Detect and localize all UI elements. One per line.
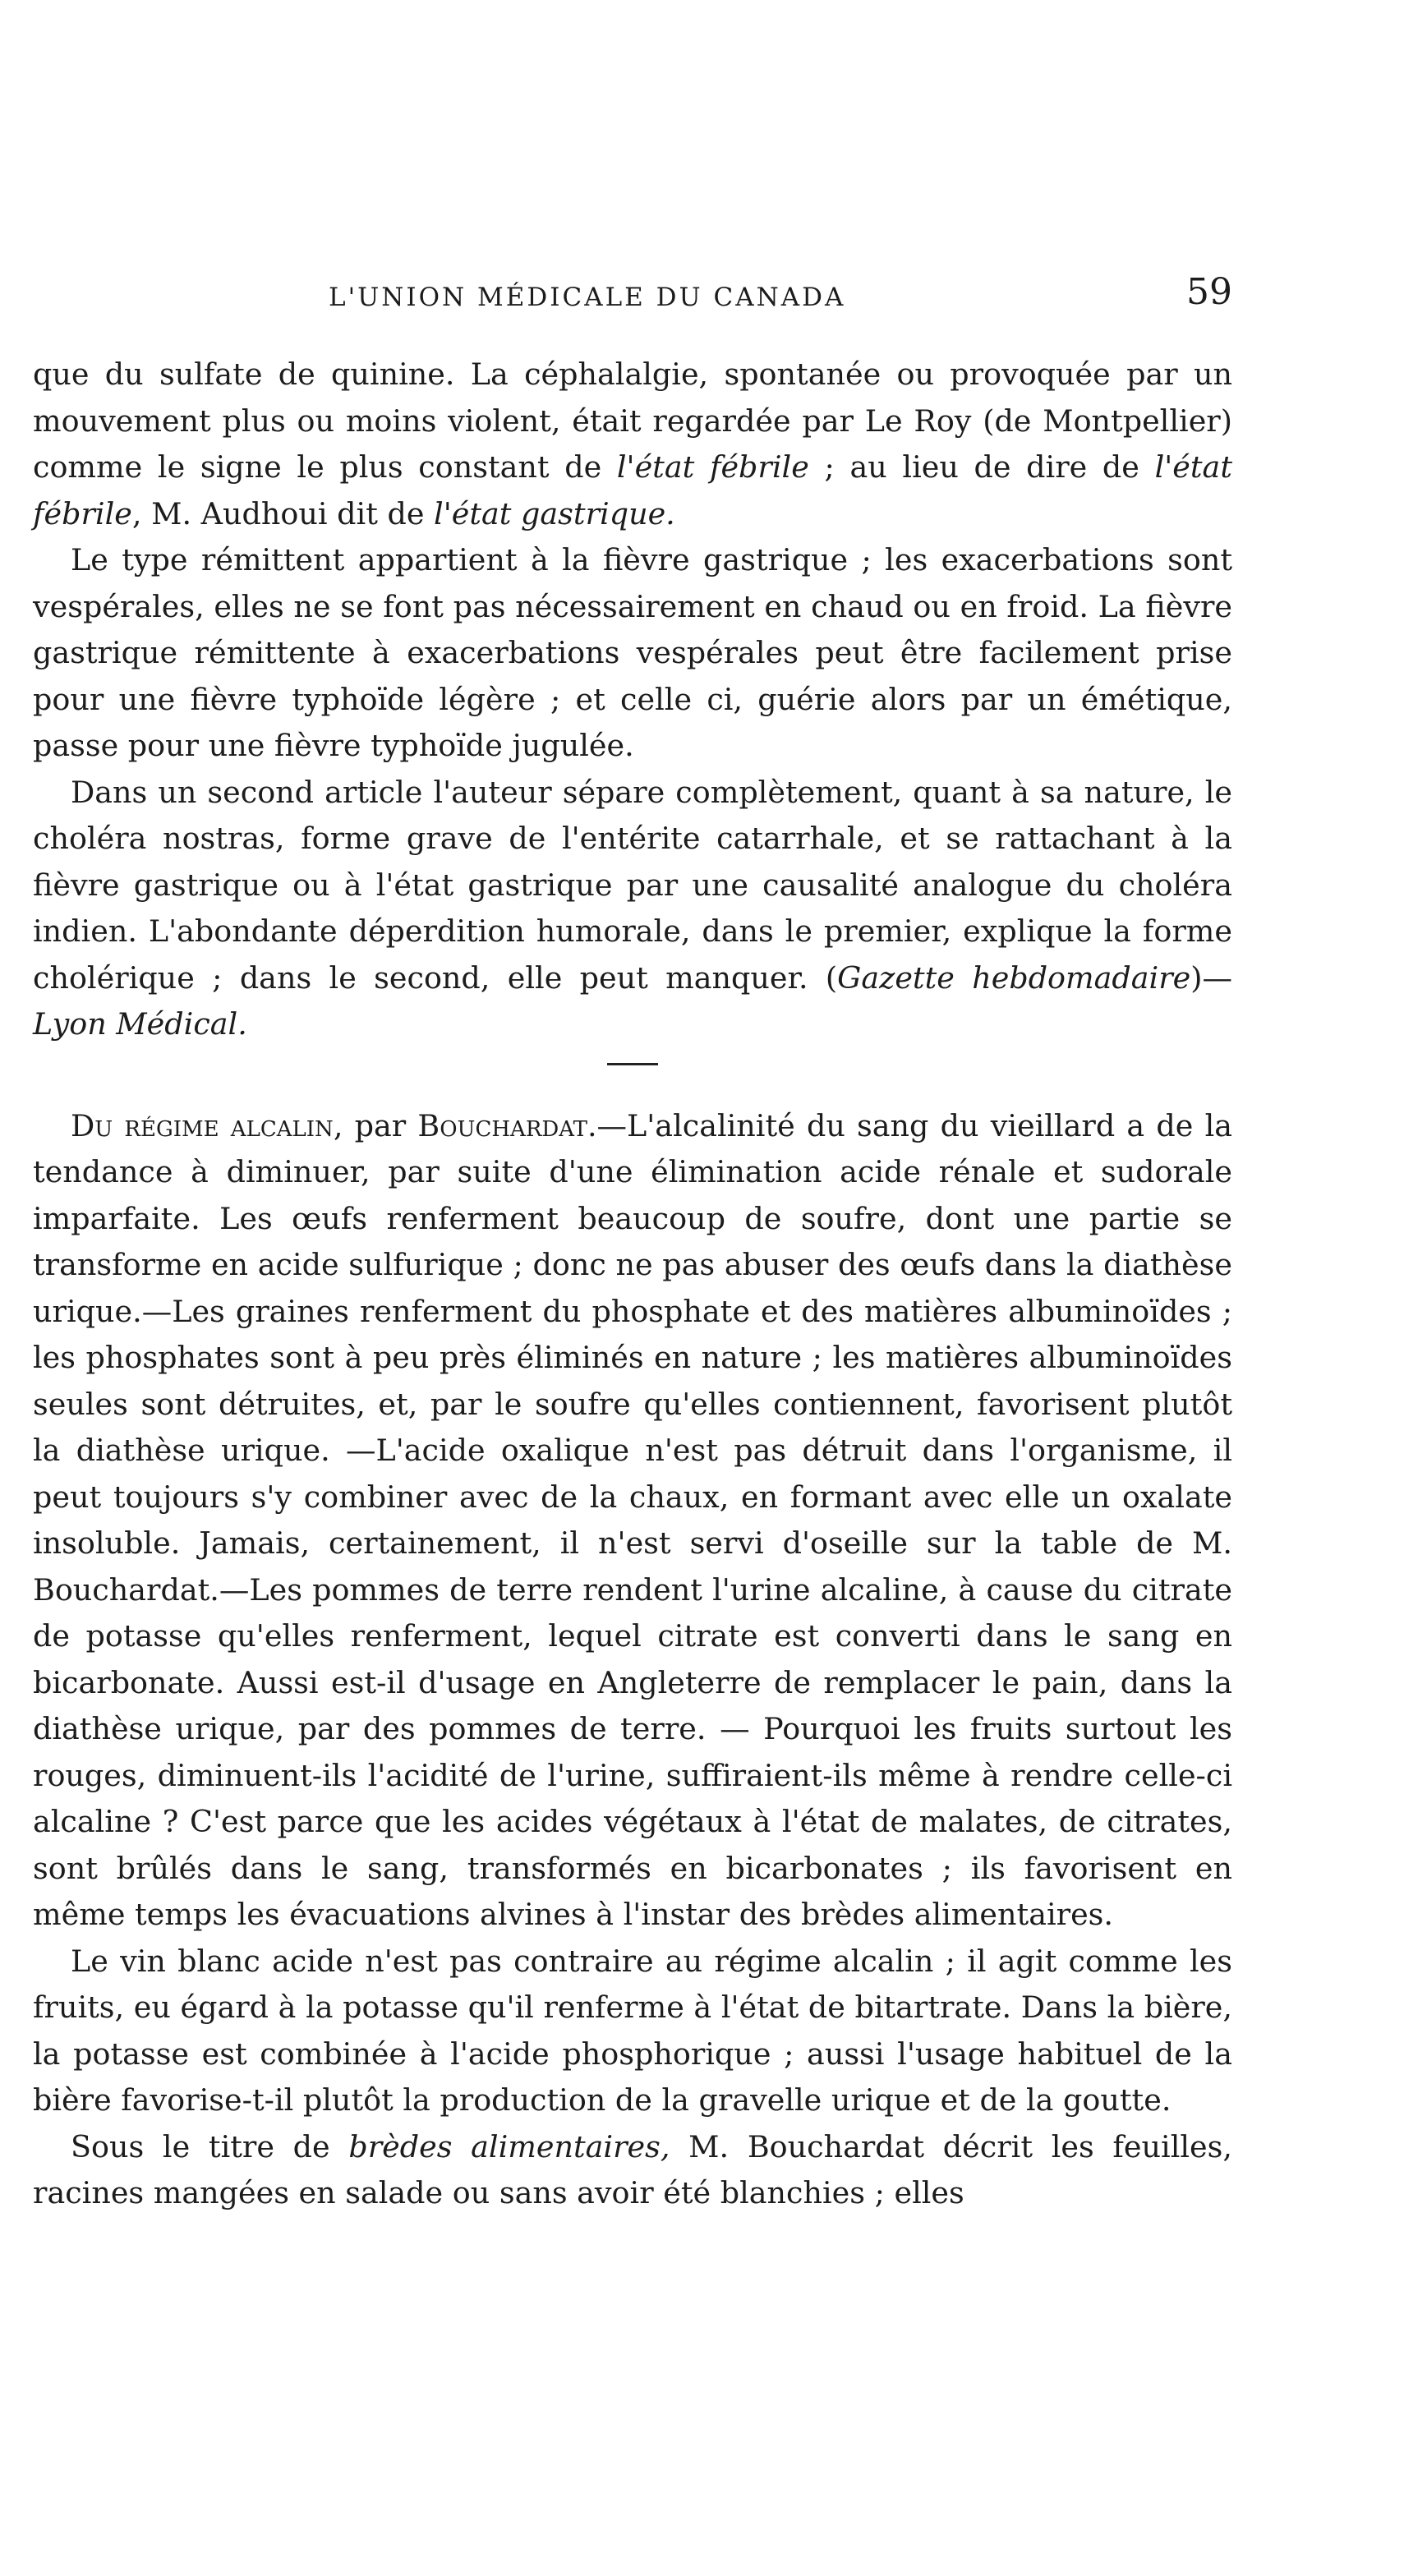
article-by: , par [333,1107,418,1143]
paragraph-3-text-2: )— [1190,959,1233,996]
paragraph-1 [33,352,1232,537]
paragraph-4-text: .—L'alcalinité du sang du vieillard a de la tendance à diminuer, par suite d'une élimination acide rénale et sudorale imparfaite. Les œufs renferment beaucoup de soufre, dont une partie se transforme en acide sulfurique ; donc ne pas abuser des œufs dans la diathèse urique.—Les graines renferment du phosphate et des matières albuminoïdes ; les phosphates sont à peu près éliminés en nature ; les matières albuminoïdes seules sont détruites, et, par le soufre qu'elles contiennent, favorisent plutôt la diathèse urique. —L'acide oxalique n'est pas détruit dans l'organisme, il peut toujours s'y combiner avec de la chaux, en formant avec elle un oxalate insoluble. Jamais, certainement, il n'est servi d'oseille sur la table de M. Bouchardat.—Les pommes de terre rendent l'urine alcaline, à cause du citrate de potasse qu'elles renferment, lequel citrate est converti dans le sang en bicarbonate. Aussi est-il d'usage en Angleterre de remplacer le pain, dans la diathèse urique, par des pommes de terre. — Pourquoi les fruits surtout les rouges, diminuent-ils l'acidité de l'urine, suffiraient-ils même à rendre celle-ci alcaline ? C'est parce que les acides végétaux à l'état de malates, de citrates, sont brûlés dans le sang, transformés en bicarbonates ; ils favorisent en même temps les évacuations alvines à l'instar des brèdes alimentaires. [33,1107,1232,1932]
running-header [33,271,1232,329]
paragraph-1-italic-2: l'état fébrile [33,449,1232,531]
paragraph-1-text: que du sulfate de quinine. La céphalalgie, spontanée ou provoquée par un mouvement plus ou moins violent, était regardée par Le Roy (de Montpellier) comme le signe le plus constant de [33,356,1232,485]
paragraph-5: Le vin blanc acide n'est pas contraire au régime alcalin ; il agit comme les fruits, eu égard à la potasse qu'il renferme à l'état de bitartrate. Dans la bière, la potasse est combinée à l'acide phosphorique ; aussi l'usage habituel de la bière favorise-t-il plutôt la production de la gravelle urique et de la goutte. [33,1943,1232,2118]
paragraph-1-text-2: ; au lieu de dire de [808,449,1155,485]
section-divider [607,1063,658,1065]
page [33,271,1232,2217]
paragraph-1-text-3: , M. Audhoui dit de [131,495,435,531]
paragraph-6-italic: brèdes alimentaires, [348,2128,670,2164]
article-title: Du régime alcalin [71,1107,334,1143]
paragraph-3-italic-1: Gazette hebdomadaire [837,959,1191,996]
paragraph-1-italic-3: l'état gastrique. [434,495,675,531]
paragraph-2: Le type rémittent appartient à la fièvre gastrique ; les exacerbations sont vespérales, elles ne se font pas nécessairement en chaud ou en froid. La fièvre gastrique rémittente à exacerbations vespérales peut être facilement prise pour une fièvre typhoïde légère ; et celle ci, guérie alors par un émétique, passe pour une fièvre typhoïde jugulée. [33,542,1232,763]
paragraph-6-text: Sous le titre de [71,2128,349,2164]
page-number: 59 [1186,271,1232,313]
paragraph-3-italic-2: Lyon Médical. [33,1006,247,1042]
paragraph-3 [33,770,1232,1048]
paragraph-4 [33,1103,1232,1939]
paragraph-1-italic-1: l'état fébrile [616,449,809,485]
running-title: L'UNION MÉDICALE DU CANADA [329,283,846,312]
article-author: Bouchardat [417,1107,587,1143]
paragraph-3-text: Dans un second article l'auteur sépare complètement, quant à sa nature, le choléra nostras, forme grave de l'entérite catarrhale, et se rattachant à la fièvre gastrique ou à l'état gastrique par une causalité analogue du choléra indien. L'abondante déperdition humorale, dans le premier, explique la forme cholérique ; dans le second, elle peut manquer. ( [33,774,1232,996]
paragraph-6-text-2: M. Bouchardat décrit les feuilles, racines mangées en salade ou sans avoir été blanchies ; elles [33,2128,1232,2210]
paragraph-6 [33,2124,1232,2217]
